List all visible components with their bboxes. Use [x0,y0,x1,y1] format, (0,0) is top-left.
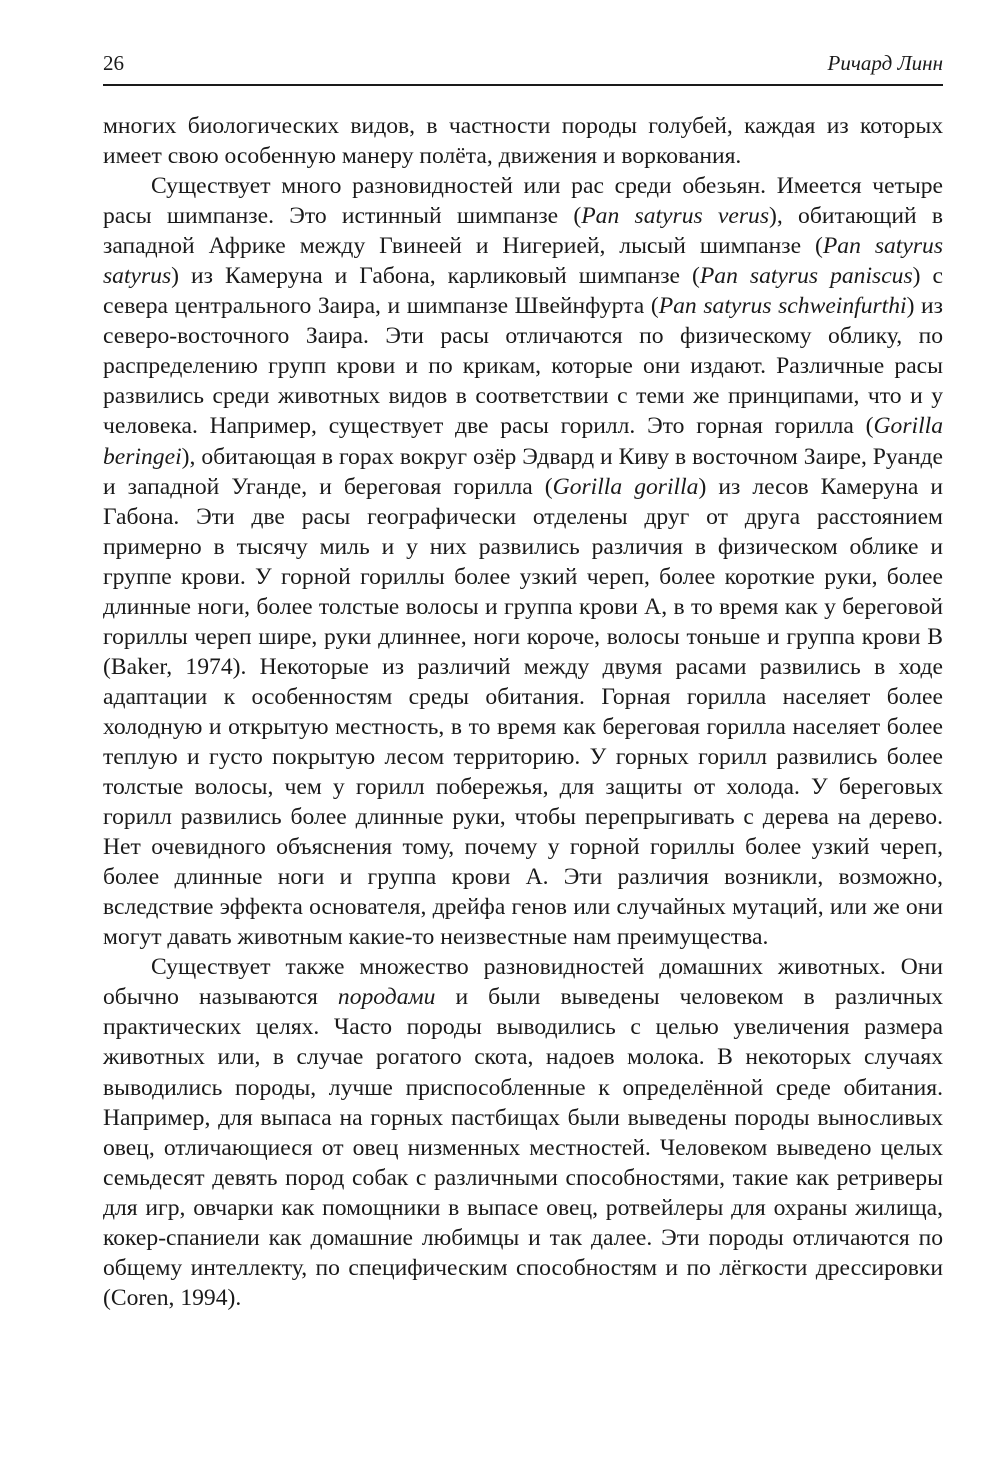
text-segment: ) из лесов Камеруна и Габона. Эти две расы географически отделены друг от друга расстоянием примерно в тысячу миль и у них развились различия в физическом облике и группе крови. У горной гориллы более узкий череп, более короткие руки, более длинные ноги, более толстые волосы и группа крови А, в то время как у береговой гориллы череп шире, руки длиннее, ноги короче, волосы тоньше и группа крови В (Baker, 1974). Некоторые из различий между двумя расами развились в ходе адаптации к особенностям среды обитания. Горная горилла населяет более холодную и открытую местность, в то время как береговая горилла населяет более теплую и густо покрытую лесом территорию. У горных горилл развились более толстые волосы, чем у горилл побережья, для защиты от холода. У береговых горилл развились более длинные руки, чтобы перепрыгивать с дерева на дерево. Нет очевидного объяснения тому, почему у горной гориллы более узкий череп, более длинные ноги и группа крови А. Эти различия возникли, возможно, вследствие эффекта основателя, дрейфа генов или случайных мутаций, или же они могут давать животным какие-то неизвестные нам преимущества. [103,473,944,951]
text-segment: Существует также множество разновидностей домашних животных. Они обычно называются [103,954,943,1011]
text-segment: ) с севера центрального Заира, и шимпанзе Швейнфурта ( [103,263,943,320]
paragraph-apes [103,171,943,952]
body-text [103,111,943,1313]
text-segment: ), обитающая в горах вокруг озёр Эдвард и Киву в восточном Заире, Руанде и западной Уганде, и береговая горилла ( [103,443,943,500]
text-segment: ), обитающий в западной Африке между Гвинеей и Нигерией, лысый шимпанзе ( [103,203,943,260]
species-name: Pan satyrus verus [581,203,770,230]
running-head [103,50,943,86]
species-name: Gorilla gorilla [552,473,699,500]
paragraph-domestic-animals [103,952,943,1313]
text-segment: и были выведены человеком в различных практических целях. Часто породы выводились с целью увеличения размера животных или, в случае рогатого скота, надоев молока. В некоторых случаях выводились породы, лучше приспособленные к определённой среде обитания. Например, для выпаса на горных пастбищах были выведены породы выносливых овец, отличающиеся от овец низменных местностей. Человеком выведено целых семьдесят девять пород собак с различными способностями, такие как ретриверы для игр, овчарки как помощники в выпасе овец, ротвейлеры для охраны жилища, кокер-спаниели как домашние любимцы и так далее. Эти породы отличаются по общему интеллекту, по специфическим способностям и по лёгкости дрессировки (Coren, 1994). [103,984,943,1311]
paragraph-pigeons: многих биологических видов, в частности породы голубей, каждая из которых имеет свою особенную манеру полёта, движения и воркования. [103,113,943,170]
text-segment: ) из Камеруна и Габона, карликовый шимпанзе ( [171,263,700,290]
text-segment: ) из северо-восточного Заира. Эти расы отличаются по физическому облику, по распределению групп крови и по крикам, которые они издают. Различные расы развились среди животных видов в соответствии с теми же принципами, что и у человека. Например, существует две расы горилл. Это горная горилла ( [103,293,943,440]
species-name: Pan satyrus satyrus [103,233,943,290]
species-name: Gorilla beringei [103,413,943,470]
species-name: Pan satyrus paniscus [699,263,913,290]
running-title: Ричард Линн [827,51,943,75]
page-number: 26 [103,51,124,75]
text-segment: Существует много разновидностей или рас среди обезьян. Имеется четыре расы шимпанзе. Это истинный шимпанзе ( [103,173,943,230]
emphasis-term: породами [337,984,436,1011]
species-name: Pan satyrus schweinfurthi [658,293,907,320]
